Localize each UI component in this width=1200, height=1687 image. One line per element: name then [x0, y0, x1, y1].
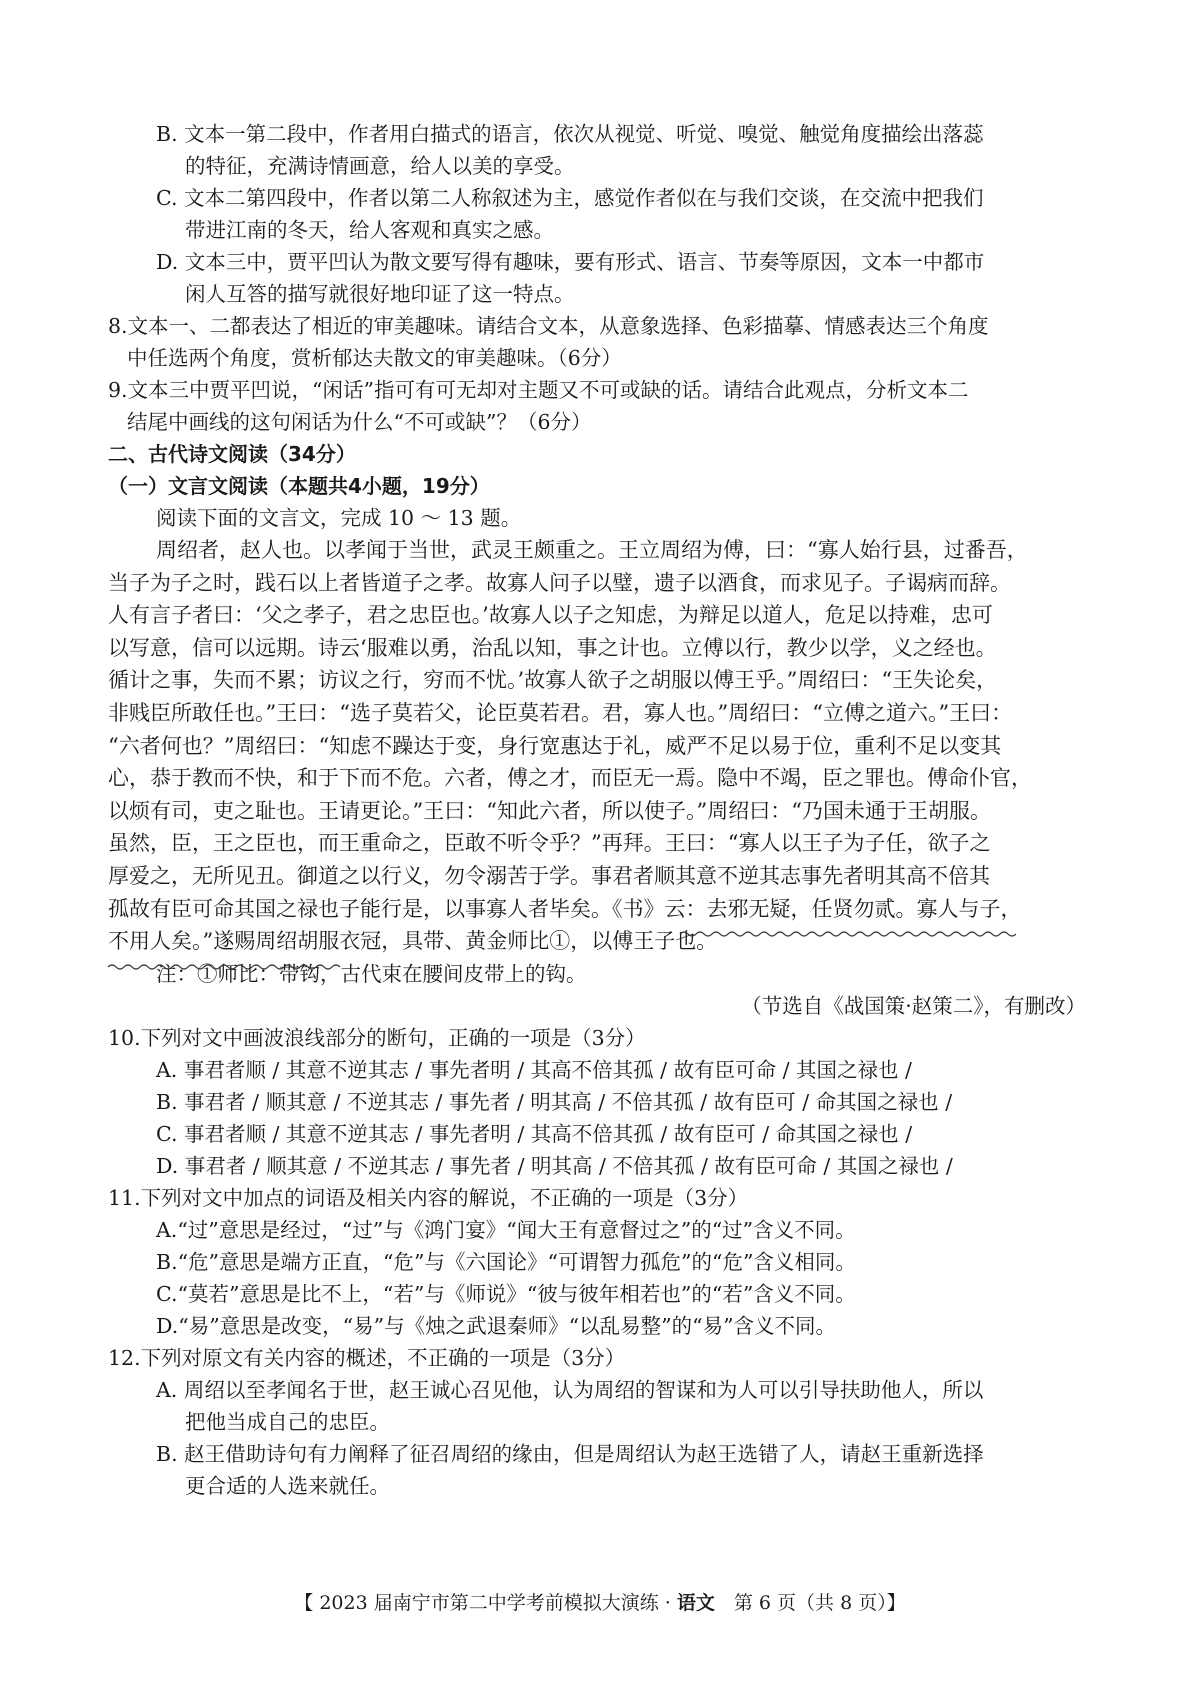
q7-option-d-cont: 闲人互答的描写就很好地印证了这一特点。 [185, 282, 575, 306]
q7-option-c: C. 文本二第四段中，作者以第二人称叙述为主，感觉作者似在与我们交谈，在交流中把我们 [156, 186, 984, 210]
footer-exam-title: 【 2023 届南宁市第二中学考前模拟大演练 · [294, 1592, 677, 1614]
exam-page [108, 118, 1098, 1502]
q9-stem-cont: 结尾中画线的这句闲话为什么“不可或缺”？（6分） [127, 410, 592, 434]
section-heading: 二、古代诗文阅读（34分） [108, 442, 356, 466]
passage-line: 循计之事，失而不累；访议之行，穷而不忧。’故寡人欲子之胡服以傅王乎。”周绍曰：“王失论矣， [108, 668, 998, 693]
passage-line: 以烦有司，吏之耻也。王请更论。”王曰：“知此六者，所以使子。”周绍曰：“乃国未通于王胡服。 [108, 798, 991, 823]
q12-stem: 12.下列对原文有关内容的概述，不正确的一项是（3分） [108, 1345, 626, 1370]
passage-line: 当子为子之时，践石以上者皆道子之孝。故寡人问子以璧，遗子以酒食，而求见子。子谒病而辞。 [108, 570, 1011, 595]
passage-line: 厚爱之，无所见丑。御道之以行义，勿令溺苦于学。事君者顺其意不逆其志事先者明其高不倍其 [108, 863, 990, 888]
q12-option-b-cont: 更合适的人选来就任。 [185, 1473, 390, 1498]
subsection-heading: （一）文言文阅读（本题共4小题，19分） [108, 474, 490, 498]
page-footer [0, 1588, 1200, 1615]
passage-line: “六者何也？”周绍曰：“知虑不躁达于变，身行宽惠达于礼，威严不足以易于位，重利不足以变其 [108, 733, 1002, 758]
q10-option-c: C. 事君者顺 / 其意不逆其志 / 事先者明 / 其高不倍其孤 / 故有臣可 / 命其国之禄也 / [156, 1121, 913, 1146]
passage-line: 人有言子者曰：‘父之孝子，君之忠臣也。’故寡人以子之知虑，为辩足以道人，危足以持难，忠可 [108, 603, 993, 628]
passage-line: 以写意，信可以远期。诗云‘服难以勇，治乱以知，事之计也。立傅以行，教少以学，义之经也。 [108, 635, 997, 660]
q8-stem-cont: 中任选两个角度，赏析郁达夫散文的审美趣味。（6分） [127, 346, 622, 370]
q7-option-b-cont: 的特征，充满诗情画意，给人以美的享受。 [185, 154, 575, 178]
passage-source: （节选自《战国策·赵策二》，有删改） [741, 993, 1086, 1018]
q11-option-b: B.“危”意思是端方正直，“危”与《六国论》“可谓智力孤危”的“危”含义相同。 [156, 1249, 856, 1274]
q7-option-c-cont: 带进江南的冬天，给人客观和真实之感。 [185, 218, 554, 242]
q12-option-a: A. 周绍以至孝闻名于世，赵王诚心召见他，认为周绍的智谋和为人可以引导扶助他人，所以 [156, 1377, 984, 1402]
passage-line: 心，恭于教而不快，和于下而不危。六者，傅之才，而臣无一焉。隐中不竭，臣之罪也。傅命仆官， [108, 766, 1032, 791]
q10-option-d: D. 事君者 / 顺其意 / 不逆其志 / 事先者 / 明其高 / 不倍其孤 / 故有臣可命 / 其国之禄也 / [156, 1153, 953, 1178]
q7-option-d: D. 文本三中，贾平凹认为散文要写得有趣味，要有形式、语言、节奏等原因，文本一中都市 [156, 250, 985, 274]
passage-note: 注：①师比：带钩，古代束在腰间皮带上的钩。 [156, 961, 587, 986]
q10-stem: 10.下列对文中画波浪线部分的断句，正确的一项是（3分） [108, 1025, 646, 1050]
q10-option-a: A. 事君者顺 / 其意不逆其志 / 事先者明 / 其高不倍其孤 / 故有臣可命 / 其国之禄也 / [156, 1057, 912, 1082]
passage-line: 孤故有臣可命其国之禄也子能行是，以事寡人者毕矣。《书》云：去邪无疑，任贤勿贰。寡人与子， [108, 896, 1022, 921]
passage-line: 不用人矣。”遂赐周绍胡服衣冠，具带、黄金师比①，以傅王子也。 [108, 929, 718, 954]
q10-option-b: B. 事君者 / 顺其意 / 不逆其志 / 事先者 / 明其高 / 不倍其孤 / 故有臣可 / 命其国之禄也 / [156, 1089, 953, 1114]
q11-stem: 11.下列对文中加点的词语及相关内容的解说，不正确的一项是（3分） [108, 1185, 749, 1210]
q11-option-a: A.“过”意思是经过，“过”与《鸿门宴》“闻大王有意督过之”的“过”含义不同。 [156, 1217, 856, 1242]
q12-option-b: B. 赵王借助诗句有力阐释了征召周绍的缘由，但是周绍认为赵王选错了人，请赵王重新选择 [156, 1441, 984, 1466]
passage-line: 周绍者，赵人也。以孝闻于当世，武灵王颇重之。王立周绍为傅，曰：“寡人始行县，过番吾， [156, 538, 1028, 562]
footer-subject: 语文 [676, 1592, 715, 1614]
q11-option-c: C.“莫若”意思是比不上，“若”与《师说》“彼与彼年相若也”的“若”含义不同。 [156, 1281, 856, 1306]
q12-option-a-cont: 把他当成自己的忠臣。 [185, 1409, 390, 1434]
reading-instruction: 阅读下面的文言文，完成 10 ～ 13 题。 [156, 506, 522, 530]
footer-page-number: 第 6 页（共 8 页）】 [714, 1592, 906, 1614]
passage-line: 虽然，臣，王之臣也，而王重命之，臣敢不听令乎？”再拜。王曰：“寡人以王子为子任，欲子之 [108, 831, 991, 856]
q9-stem: 9.文本三中贾平凹说，“闲话”指可有可无却对主题又不可或缺的话。请结合此观点，分析文本二 [108, 378, 969, 402]
q7-option-b: B. 文本一第二段中，作者用白描式的语言，依次从视觉、听觉、嗅觉、触觉角度描绘出落蕊 [156, 122, 984, 146]
q8-stem: 8.文本一、二都表达了相近的审美趣味。请结合文本，从意象选择、色彩描摹、情感表达三个角度 [108, 314, 989, 338]
passage-line: 非贱臣所敢任也。”王曰：“选子莫若父，论臣莫若君。君，寡人也。”周绍曰：“立傅之道六。”王曰： [108, 700, 1013, 725]
classical-passage [108, 534, 1098, 958]
q11-option-d: D.“易”意思是改变，“易”与《烛之武退秦师》“以乱易整”的“易”含义不同。 [156, 1313, 837, 1338]
